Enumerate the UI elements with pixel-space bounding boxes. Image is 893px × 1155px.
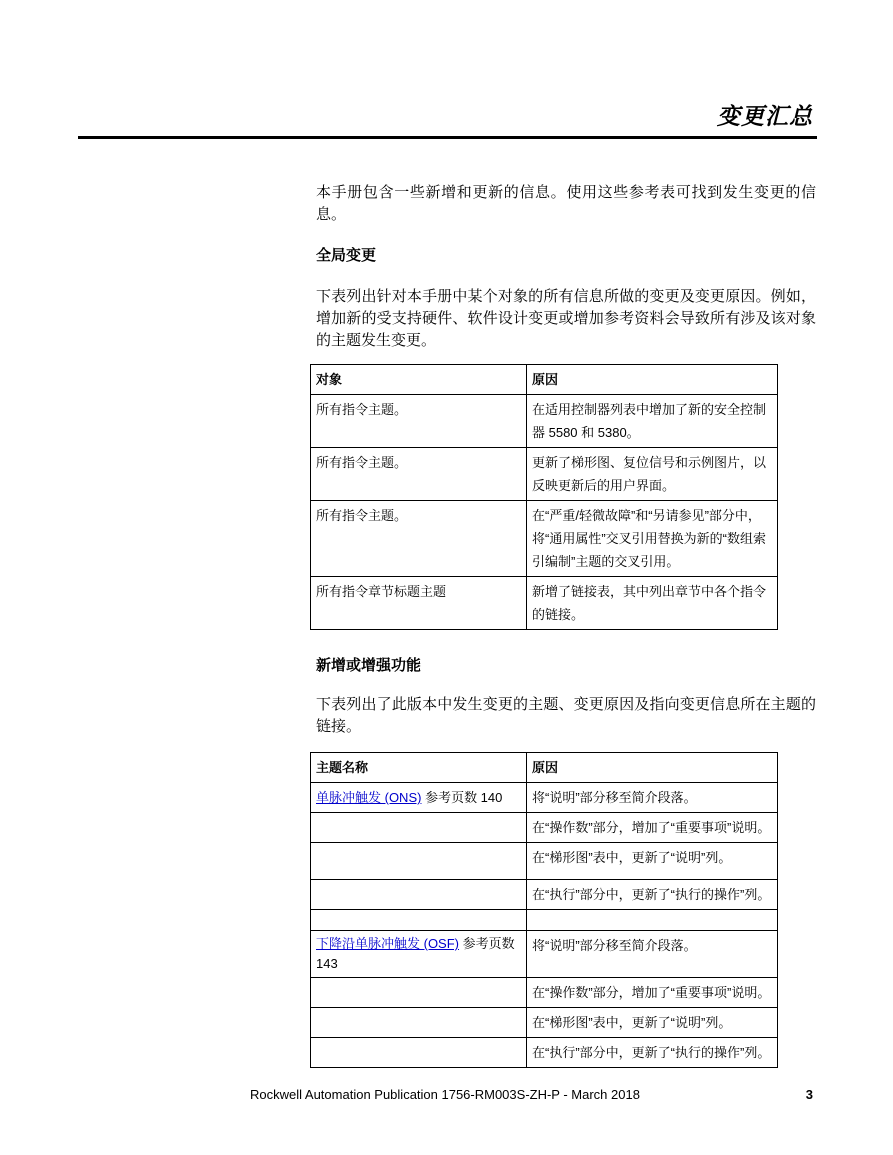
table-row — [311, 783, 778, 813]
topic-cell — [311, 978, 527, 1008]
table-header-row — [311, 365, 778, 395]
reason-cell: 更新了梯形图、复位信号和示例图片，以反映更新后的用户界面。 — [527, 448, 778, 501]
table-row — [311, 395, 778, 448]
section-heading-new-features: 新增或增强功能 — [316, 656, 422, 674]
column-header-reason: 原因 — [527, 365, 778, 395]
reason-cell: 新增了链接表，其中列出章节中各个指令的链接。 — [527, 577, 778, 630]
global-changes-paragraph: 下表列出针对本手册中某个对象的所有信息所做的变更及变更原因。例如，增加新的受支持硬件、软件设计变更或增加参考资料会导致所有涉及该对象的主题发生变更。 — [316, 287, 816, 349]
table-row — [311, 501, 778, 577]
topic-cell — [311, 843, 527, 880]
table-row — [311, 931, 778, 978]
page-number: 3 — [805, 1087, 813, 1102]
footer-publication: Rockwell Automation Publication 1756-RM003S-ZH-P - March 2018 — [250, 1087, 640, 1102]
table-header-row — [311, 753, 778, 783]
table-row — [311, 577, 778, 630]
object-cell: 所有指令主题。 — [311, 448, 527, 501]
reason-cell: 在适用控制器列表中增加了新的安全控制器 5580 和 5380。 — [527, 395, 778, 448]
reason-cell: 在“梯形图”表中，更新了“说明”列。 — [527, 1008, 778, 1038]
column-header-reason: 原因 — [527, 753, 778, 783]
table-row — [311, 1008, 778, 1038]
reason-cell: 在“梯形图”表中，更新了“说明”列。 — [527, 843, 778, 880]
table-row — [311, 448, 778, 501]
section-heading-global-changes: 全局变更 — [316, 246, 377, 264]
page-reference: 参考页数 140 — [421, 790, 503, 805]
global-changes-table — [310, 364, 778, 630]
intro-paragraph: 本手册包含一些新增和更新的信息。使用这些参考表可找到发生变更的信息。 — [316, 183, 816, 223]
topic-cell — [311, 1038, 527, 1068]
new-features-table — [310, 752, 778, 1068]
reason-cell: 在“执行”部分中，更新了“执行的操作”列。 — [527, 880, 778, 910]
new-features-paragraph: 下表列出了此版本中发生变更的主题、变更原因及指向变更信息所在主题的链接。 — [316, 695, 816, 735]
topic-link-osf[interactable]: 下降沿单脉冲触发 (OSF) — [316, 936, 459, 951]
topic-cell — [311, 783, 527, 813]
topic-cell — [311, 910, 527, 931]
topic-cell — [311, 813, 527, 843]
reason-cell — [527, 910, 778, 931]
topic-link-ons[interactable]: 单脉冲触发 (ONS) — [316, 790, 422, 805]
topic-cell — [311, 931, 527, 978]
title-rule — [78, 136, 817, 139]
object-cell: 所有指令章节标题主题 — [311, 577, 527, 630]
reason-cell: 在“操作数”部分，增加了“重要事项”说明。 — [527, 813, 778, 843]
table-row — [311, 1038, 778, 1068]
reason-cell: 在“操作数”部分，增加了“重要事项”说明。 — [527, 978, 778, 1008]
object-cell: 所有指令主题。 — [311, 501, 527, 577]
table-row — [311, 880, 778, 910]
table-row — [311, 978, 778, 1008]
reason-cell: 在“执行”部分中，更新了“执行的操作”列。 — [527, 1038, 778, 1068]
column-header-object: 对象 — [311, 365, 527, 395]
reason-cell: 将“说明”部分移至简介段落。 — [527, 783, 778, 813]
page-reference: 参考页数 143 — [316, 936, 515, 971]
topic-cell — [311, 1008, 527, 1038]
reason-cell: 在“严重/轻微故障”和“另请参见”部分中，将“通用属性”交叉引用替换为新的“数组索引编制”主题的交叉引用。 — [527, 501, 778, 577]
table-row — [311, 813, 778, 843]
topic-cell — [311, 880, 527, 910]
page-title: 变更汇总 — [717, 104, 813, 130]
reason-cell: 将“说明”部分移至简介段落。 — [527, 931, 778, 978]
object-cell: 所有指令主题。 — [311, 395, 527, 448]
column-header-topic: 主题名称 — [311, 753, 527, 783]
table-row — [311, 910, 778, 931]
table-row — [311, 843, 778, 880]
